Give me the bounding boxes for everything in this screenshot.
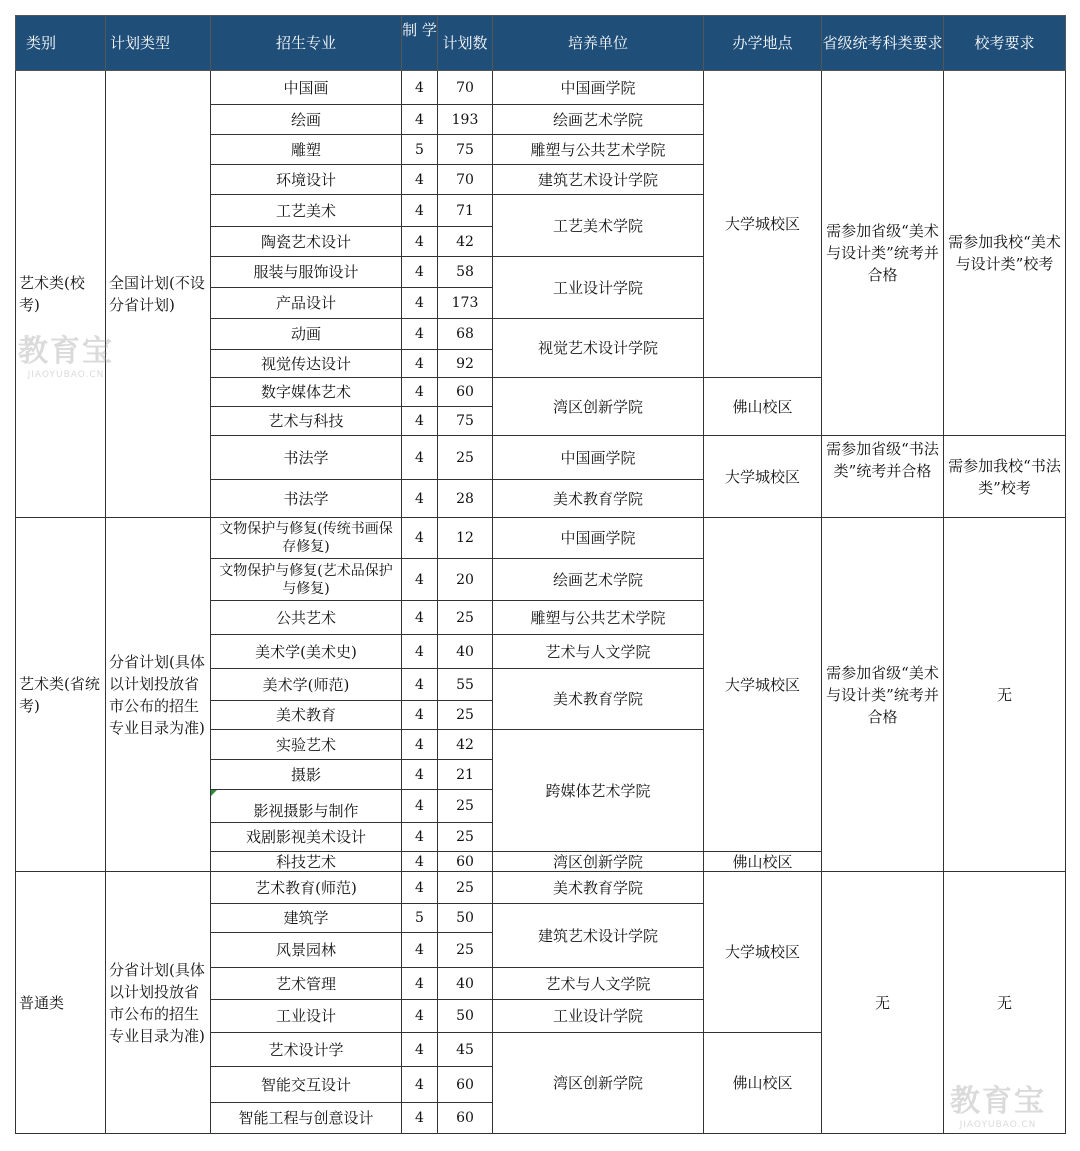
unit-cell: 中国画学院 (493, 518, 704, 559)
major-cell: 绘画 (211, 105, 402, 135)
watermark-domain: JIAOYUBAO.CN (27, 370, 105, 380)
count-cell: 25 (438, 933, 493, 968)
location-cell: 大学城校区 (704, 71, 822, 378)
count-cell: 75 (438, 407, 493, 436)
header-plan-type: 计划类型 (106, 16, 211, 71)
unit-cell: 艺术与人文学院 (493, 968, 704, 1000)
major-cell: 工艺美术 (211, 195, 402, 227)
count-cell: 68 (438, 319, 493, 350)
unit-cell: 建筑艺术设计学院 (493, 904, 704, 968)
count-cell: 173 (438, 288, 493, 319)
years-cell: 4 (402, 852, 438, 872)
unit-cell: 工业设计学院 (493, 1000, 704, 1033)
header-unit: 培养单位 (493, 16, 704, 71)
plan-type-cell: 分省计划(具体以计划投放省市公布的招生专业目录为准) (106, 518, 211, 872)
major-cell: 书法学 (211, 480, 402, 518)
major-cell: 艺术管理 (211, 968, 402, 1000)
major-cell: 美术学(美术史) (211, 635, 402, 669)
unit-cell: 艺术与人文学院 (493, 635, 704, 669)
category-cell: 普通类 (16, 872, 106, 1134)
location-cell: 大学城校区 (704, 436, 822, 518)
school-req-cell: 无 (944, 518, 1066, 872)
major-cell: 陶瓷艺术设计 (211, 227, 402, 257)
count-cell: 71 (438, 195, 493, 227)
count-cell: 25 (438, 436, 493, 480)
unit-cell: 湾区创新学院 (493, 378, 704, 436)
count-cell: 25 (438, 601, 493, 635)
province-req-cell: 无 (822, 872, 944, 1134)
years-cell: 4 (402, 730, 438, 760)
school-req-cell: 无 (944, 872, 1066, 1134)
count-cell: 60 (438, 852, 493, 872)
unit-cell: 中国画学院 (493, 436, 704, 480)
years-cell: 4 (402, 601, 438, 635)
years-cell: 4 (402, 559, 438, 601)
unit-cell: 美术教育学院 (493, 480, 704, 518)
category-cell: 艺术类(省统考) (16, 518, 106, 872)
major-cell: 文物保护与修复(艺术品保护与修复) (211, 559, 402, 601)
unit-cell: 湾区创新学院 (493, 852, 704, 872)
years-cell: 4 (402, 105, 438, 135)
watermark-brand: 教育宝 (950, 1084, 1046, 1119)
years-cell: 4 (402, 288, 438, 319)
major-cell: 视觉传达设计 (211, 350, 402, 378)
location-cell: 佛山校区 (704, 852, 822, 872)
years-cell: 4 (402, 790, 438, 823)
table-row (16, 872, 1066, 904)
major-cell: 智能工程与创意设计 (211, 1103, 402, 1134)
unit-cell: 工业设计学院 (493, 257, 704, 319)
header-school-req: 校考要求 (944, 16, 1066, 71)
count-cell: 60 (438, 1067, 493, 1103)
years-cell: 4 (402, 71, 438, 105)
years-cell: 4 (402, 407, 438, 436)
years-cell: 4 (402, 480, 438, 518)
major-cell: 服装与服饰设计 (211, 257, 402, 288)
header-province-req: 省级统考科类要求 (822, 16, 944, 71)
count-cell: 70 (438, 71, 493, 105)
header-major: 招生专业 (211, 16, 402, 71)
count-cell: 45 (438, 1033, 493, 1067)
admissions-table (15, 15, 1066, 1134)
years-cell: 5 (402, 135, 438, 165)
count-cell: 25 (438, 701, 493, 730)
count-cell: 28 (438, 480, 493, 518)
major-cell: 书法学 (211, 436, 402, 480)
count-cell: 193 (438, 105, 493, 135)
major-cell: 数字媒体艺术 (211, 378, 402, 407)
school-req-cell: 需参加我校“美术与设计类”校考 (944, 71, 1066, 436)
province-req-cell: 需参加省级“美术与设计类”统考并合格 (822, 71, 944, 436)
years-cell: 4 (402, 319, 438, 350)
years-cell: 4 (402, 872, 438, 904)
years-cell: 4 (402, 195, 438, 227)
location-cell: 大学城校区 (704, 518, 822, 852)
plan-type-cell: 分省计划(具体以计划投放省市公布的招生专业目录为准) (106, 872, 211, 1134)
location-cell: 大学城校区 (704, 872, 822, 1033)
years-cell: 4 (402, 669, 438, 701)
major-cell: 建筑学 (211, 904, 402, 933)
years-cell: 4 (402, 1067, 438, 1103)
years-cell: 4 (402, 1033, 438, 1067)
count-cell: 25 (438, 823, 493, 852)
major-cell: 公共艺术 (211, 601, 402, 635)
years-cell: 4 (402, 635, 438, 669)
header-duration: 制 学 (402, 16, 438, 71)
years-cell: 4 (402, 257, 438, 288)
major-cell: 动画 (211, 319, 402, 350)
count-cell: 42 (438, 227, 493, 257)
major-cell: 戏剧影视美术设计 (211, 823, 402, 852)
count-cell: 70 (438, 165, 493, 195)
major-cell: 中国画 (211, 71, 402, 105)
major-cell: 艺术教育(师范) (211, 872, 402, 904)
count-cell: 40 (438, 968, 493, 1000)
unit-cell: 美术教育学院 (493, 669, 704, 730)
school-req-cell: 需参加我校“书法类”校考 (944, 436, 1066, 518)
years-cell: 4 (402, 701, 438, 730)
unit-cell: 湾区创新学院 (493, 1033, 704, 1134)
major-cell: 实验艺术 (211, 730, 402, 760)
header-category: 类别 (16, 16, 106, 71)
count-cell: 21 (438, 760, 493, 790)
major-cell: 科技艺术 (211, 852, 402, 872)
major-cell: 雕塑 (211, 135, 402, 165)
major-label: 影视摄影与制作 (253, 802, 359, 820)
years-cell: 4 (402, 823, 438, 852)
unit-cell: 绘画艺术学院 (493, 105, 704, 135)
years-cell: 4 (402, 350, 438, 378)
unit-cell: 建筑艺术设计学院 (493, 165, 704, 195)
years-cell: 4 (402, 1103, 438, 1134)
header-row (16, 16, 1066, 71)
count-cell: 92 (438, 350, 493, 378)
count-cell: 58 (438, 257, 493, 288)
plan-type-cell: 全国计划(不设分省计划) (106, 71, 211, 518)
location-cell: 佛山校区 (704, 1033, 822, 1134)
major-cell: 环境设计 (211, 165, 402, 195)
count-cell: 25 (438, 790, 493, 823)
count-cell: 55 (438, 669, 493, 701)
count-cell: 25 (438, 872, 493, 904)
major-cell: 智能交互设计 (211, 1067, 402, 1103)
count-cell: 60 (438, 378, 493, 407)
years-cell: 4 (402, 968, 438, 1000)
years-cell: 4 (402, 518, 438, 559)
unit-cell: 雕塑与公共艺术学院 (493, 601, 704, 635)
category-cell: 艺术类(校考) (16, 71, 106, 518)
count-cell: 60 (438, 1103, 493, 1134)
years-cell: 4 (402, 227, 438, 257)
table-row (16, 518, 1066, 559)
major-cell: 美术学(师范) (211, 669, 402, 701)
count-cell: 20 (438, 559, 493, 601)
years-cell: 4 (402, 760, 438, 790)
count-cell: 40 (438, 635, 493, 669)
unit-cell: 中国画学院 (493, 71, 704, 105)
watermark-domain: JIAOYUBAO.CN (959, 1120, 1037, 1130)
major-cell: 风景园林 (211, 933, 402, 968)
count-cell: 50 (438, 904, 493, 933)
major-cell: 工业设计 (211, 1000, 402, 1033)
major-cell: 摄影 (211, 760, 402, 790)
province-req-cell: 需参加省级“书法类”统考并合格 (822, 436, 944, 518)
major-cell (211, 790, 402, 823)
years-cell: 5 (402, 904, 438, 933)
count-cell: 50 (438, 1000, 493, 1033)
unit-cell: 绘画艺术学院 (493, 559, 704, 601)
unit-cell: 视觉艺术设计学院 (493, 319, 704, 378)
major-cell: 艺术设计学 (211, 1033, 402, 1067)
years-cell: 4 (402, 933, 438, 968)
province-req-cell: 需参加省级“美术与设计类”统考并合格 (822, 518, 944, 872)
years-cell: 4 (402, 165, 438, 195)
major-cell: 产品设计 (211, 288, 402, 319)
watermark-brand: 教育宝 (18, 334, 114, 369)
cell-marker-icon (211, 790, 217, 796)
unit-cell: 跨媒体艺术学院 (493, 730, 704, 852)
years-cell: 4 (402, 378, 438, 407)
years-cell: 4 (402, 436, 438, 480)
header-location: 办学地点 (704, 16, 822, 71)
unit-cell: 雕塑与公共艺术学院 (493, 135, 704, 165)
major-cell: 艺术与科技 (211, 407, 402, 436)
count-cell: 42 (438, 730, 493, 760)
unit-cell: 工艺美术学院 (493, 195, 704, 257)
table-row (16, 71, 1066, 105)
years-cell: 4 (402, 1000, 438, 1033)
location-cell: 佛山校区 (704, 378, 822, 436)
header-plan-count: 计划数 (438, 16, 493, 71)
major-cell: 文物保护与修复(传统书画保存修复) (211, 518, 402, 559)
unit-cell: 美术教育学院 (493, 872, 704, 904)
count-cell: 75 (438, 135, 493, 165)
count-cell: 12 (438, 518, 493, 559)
major-cell: 美术教育 (211, 701, 402, 730)
